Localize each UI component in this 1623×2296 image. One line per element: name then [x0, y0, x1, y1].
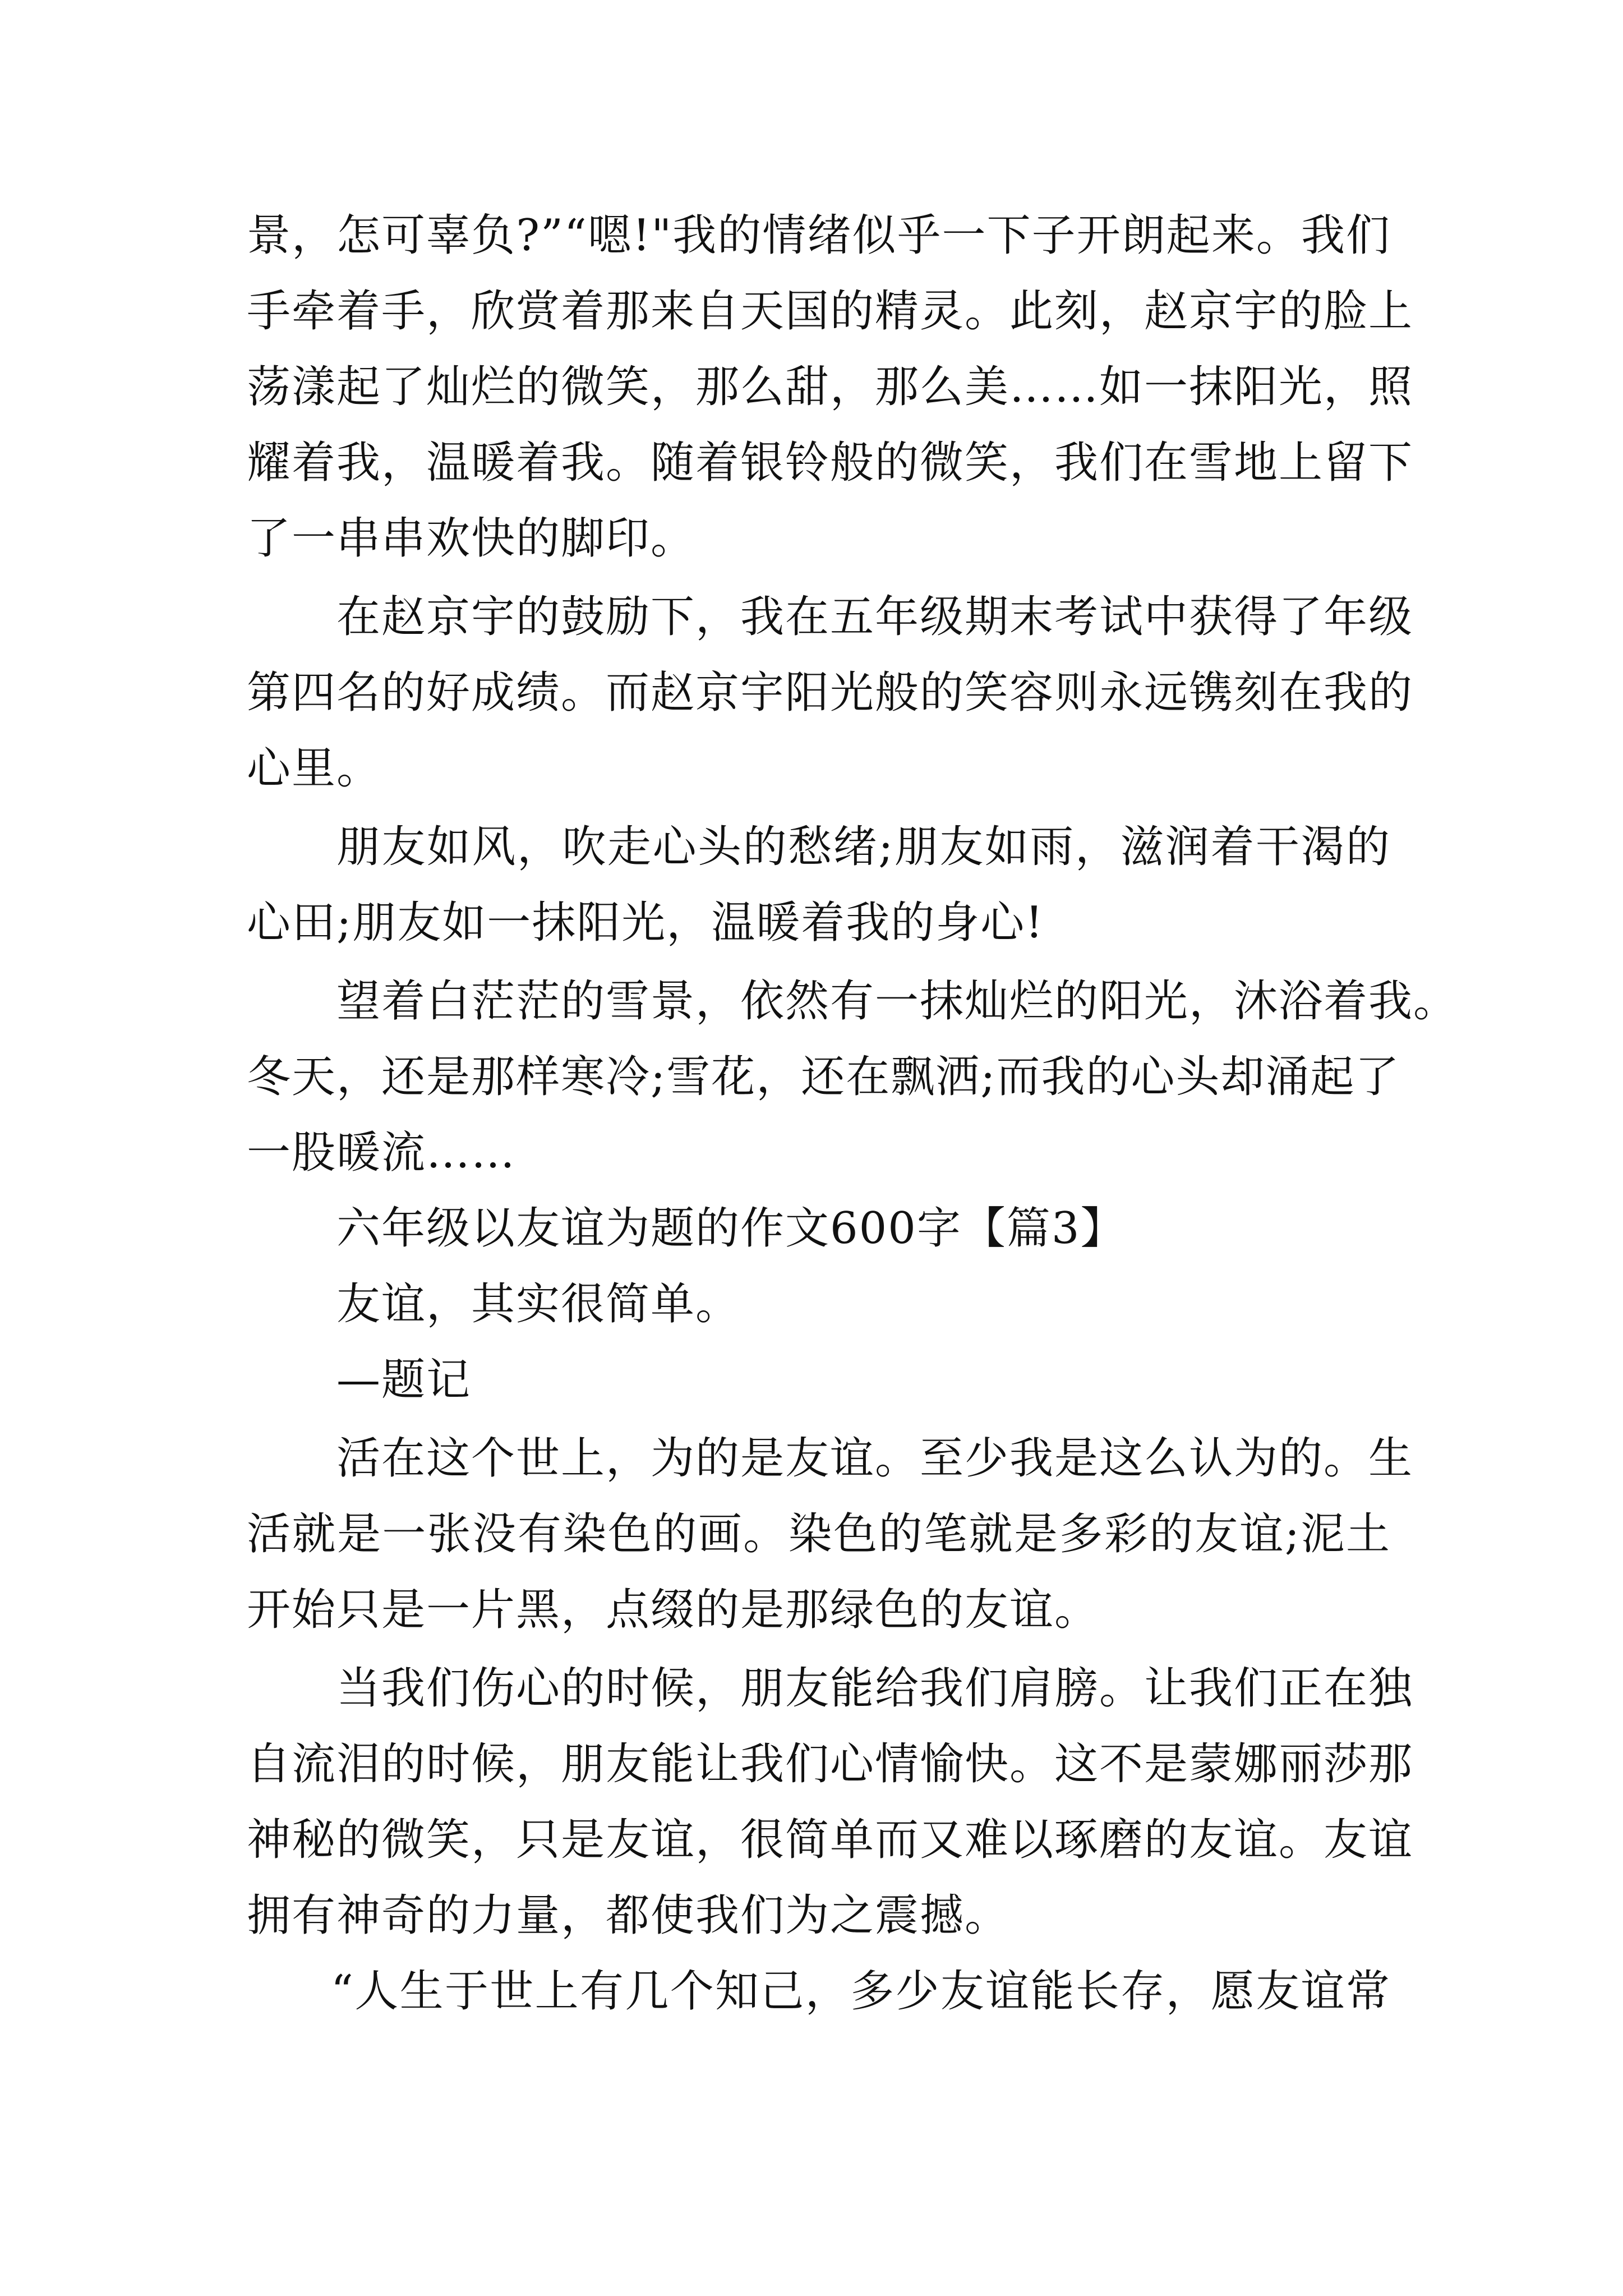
text-line: 拥有神奇的力量，都使我们为之震撼。	[247, 1890, 1010, 1941]
epigraph-attribution: —题记	[336, 1355, 472, 1405]
text-line: 耀着我，温暖着我。随着银铃般的微笑，我们在雪地上留下	[247, 438, 1414, 488]
paragraph-first-line: 当我们伤心的时候，朋友能给我们肩膀。让我们正在独	[336, 1663, 1414, 1714]
paragraph-first-line: 望着白茫茫的雪景，依然有一抹灿烂的阳光，沐浴着我。	[336, 976, 1459, 1027]
paragraph-first-line: 在赵京宇的鼓励下，我在五年级期末考试中获得了年级	[336, 592, 1414, 642]
text-line: 心里。	[247, 743, 382, 794]
text-line: 景，怎可辜负?”“嗯!"我的情绪似乎一下子开朗起来。我们	[247, 210, 1391, 261]
text-line: 冬天，还是那样寒冷;雪花，还在飘洒;而我的心头却涌起了	[247, 1052, 1400, 1102]
text-line: 自流泪的时候，朋友能让我们心情愉快。这不是蒙娜丽莎那	[247, 1739, 1414, 1789]
paragraph-first-line: 朋友如风，吹走心头的愁绪;朋友如雨，滋润着干渴的	[336, 822, 1391, 872]
text-line: 第四名的好成绩。而赵京宇阳光般的笑容则永远镌刻在我的	[247, 668, 1414, 718]
paragraph-first-line: “人生于世上有几个知己，多少友谊能长存，愿友谊常	[331, 1966, 1391, 2017]
text-line: 活就是一张没有染色的画。染色的笔就是多彩的友谊;泥土	[247, 1509, 1391, 1559]
paragraph-first-line: 活在这个世上，为的是友谊。至少我是这么认为的。生	[336, 1433, 1414, 1484]
text-line: 神秘的微笑，只是友谊，很简单而又难以琢磨的友谊。友谊	[247, 1815, 1414, 1865]
text-line: 心田;朋友如一抹阳光，温暖着我的身心!	[247, 898, 1044, 948]
epigraph: 友谊，其实很简单。	[336, 1279, 741, 1329]
text-line: 手牵着手，欣赏着那来自天国的精灵。此刻，赵京宇的脸上	[247, 286, 1414, 337]
text-line: 了一串串欢快的脚印。	[247, 513, 696, 564]
text-line: 荡漾起了灿烂的微笑，那么甜，那么美……如一抹阳光，照	[247, 362, 1414, 412]
text-line: 开始只是一片黑，点缀的是那绿色的友谊。	[247, 1585, 1100, 1635]
text-line: 一股暖流……	[247, 1128, 517, 1178]
section-heading: 六年级以友谊为题的作文600字【篇3】	[336, 1203, 1126, 1254]
